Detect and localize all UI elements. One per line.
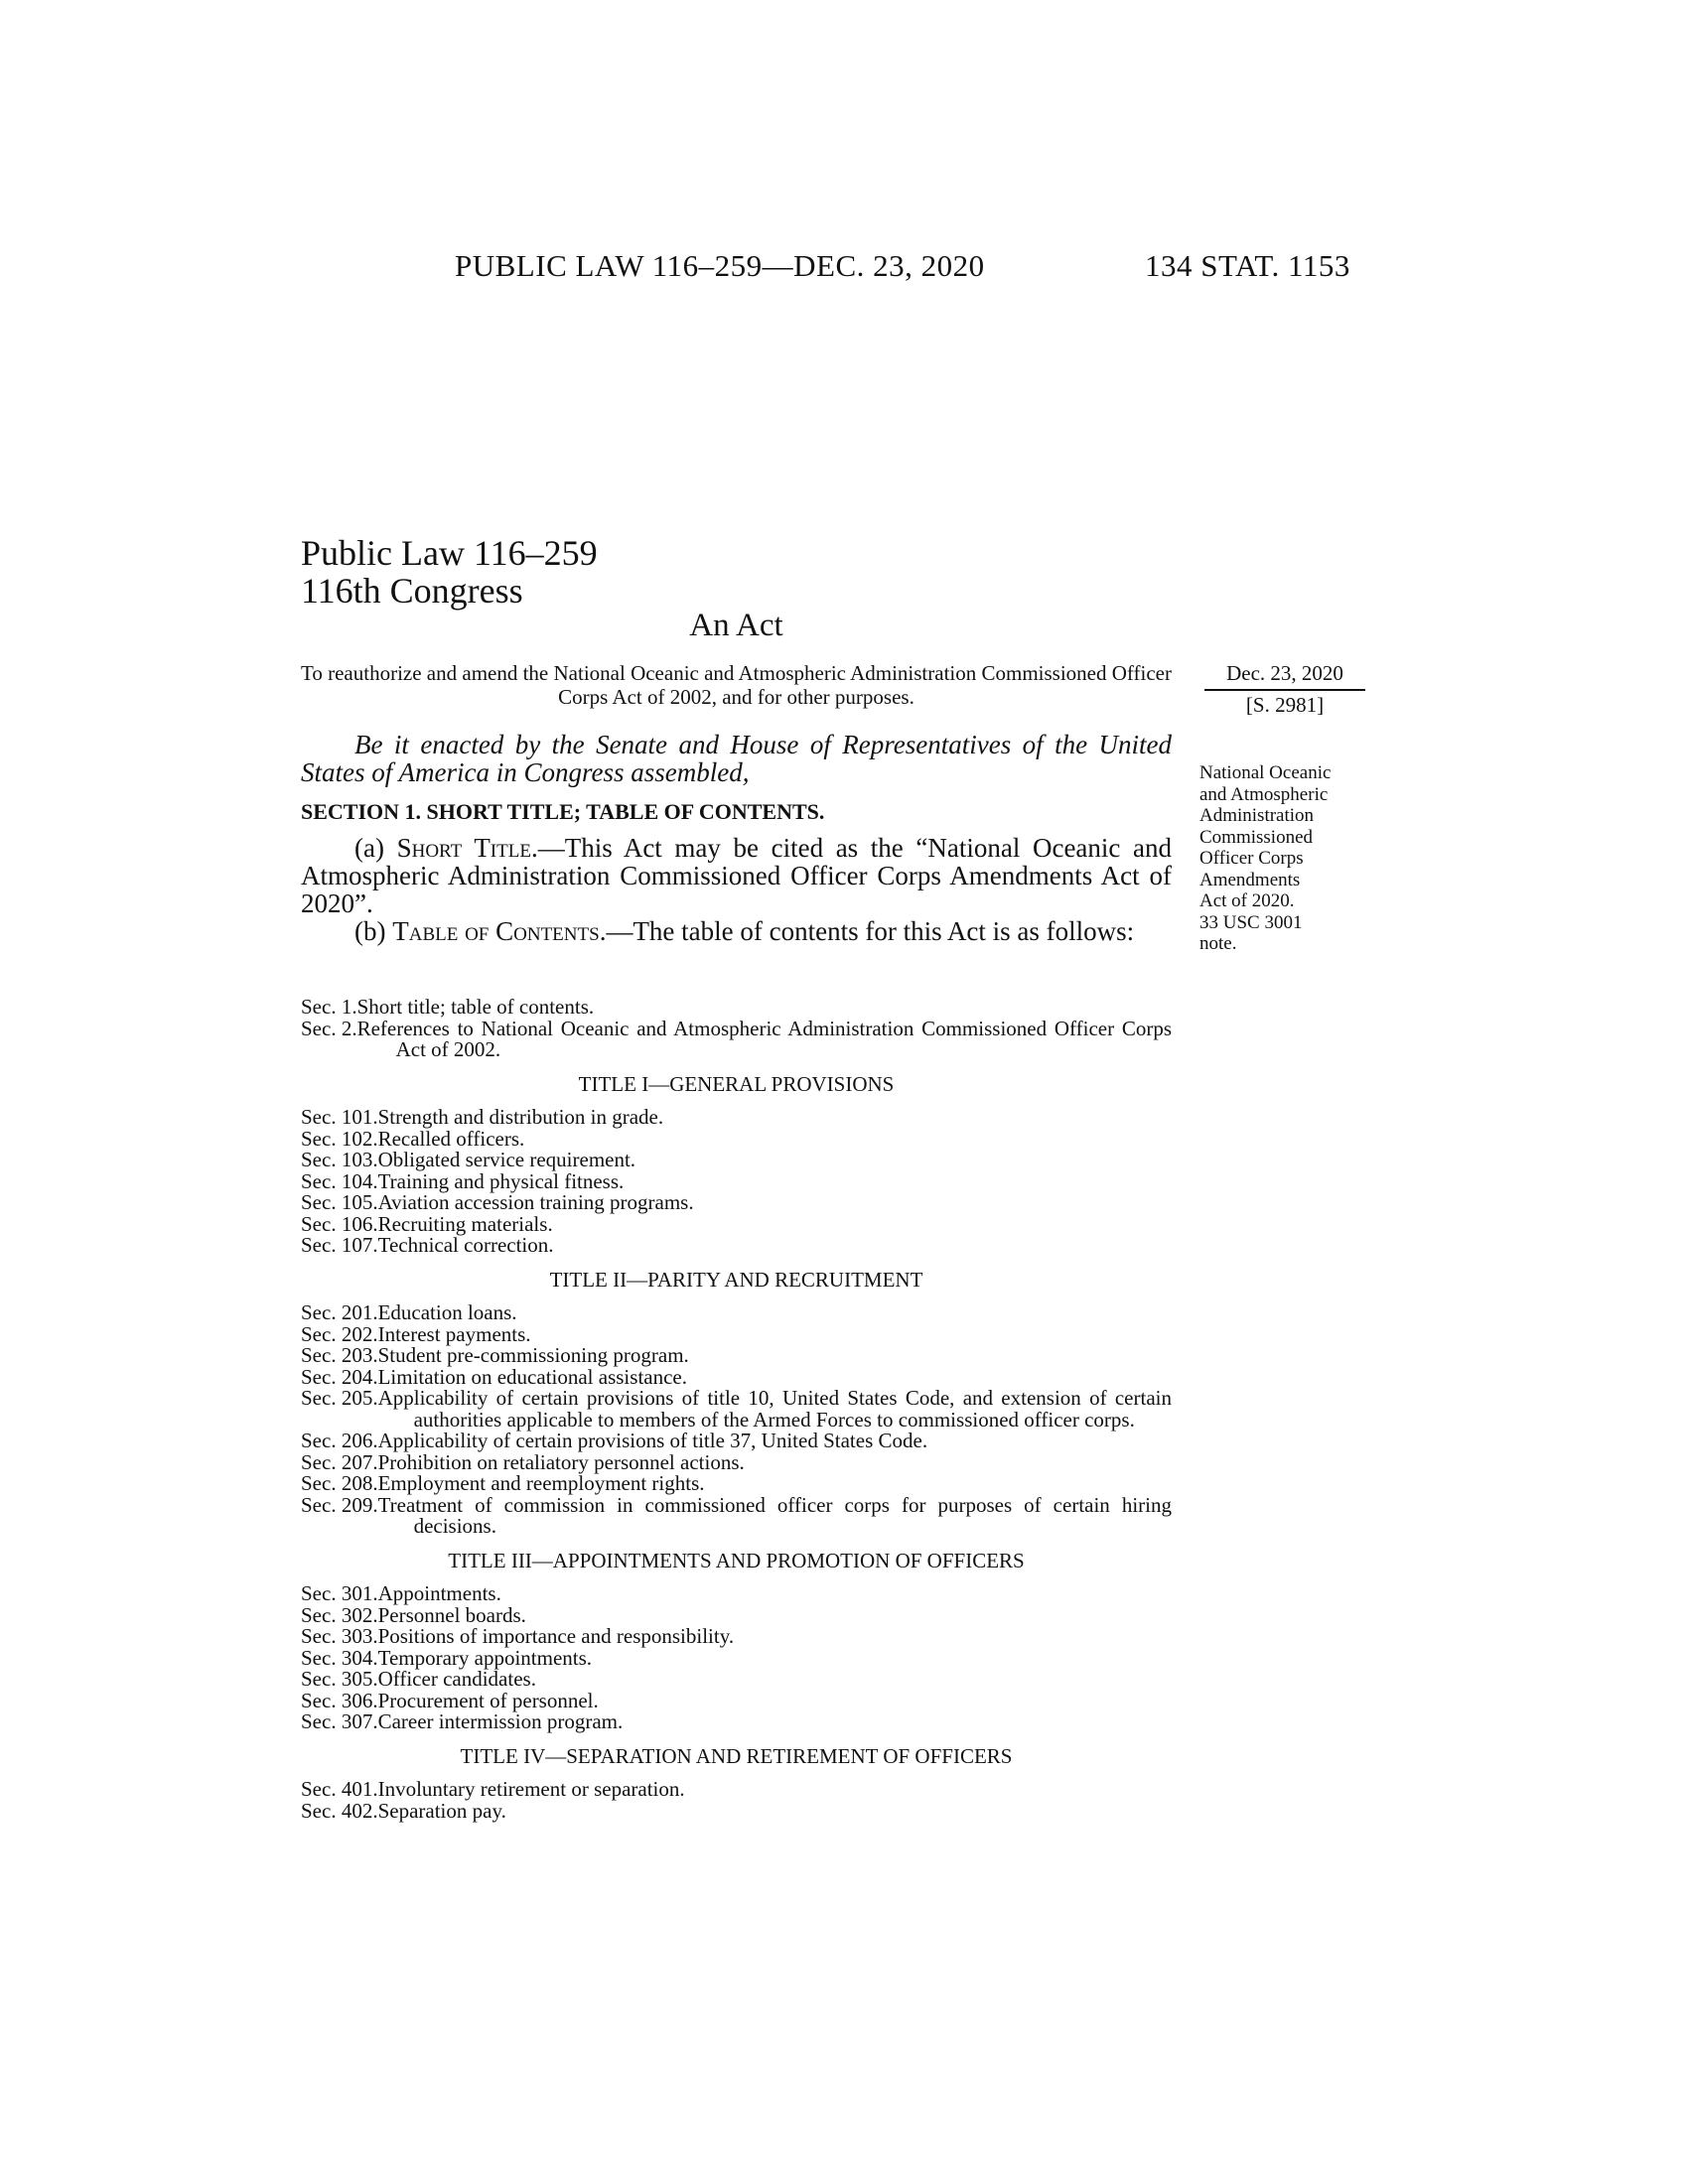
section-number: Sec. 208. (301, 1471, 378, 1495)
purpose-clause: To reauthorize and amend the National Oceanic and Atmospheric Administration Commissioned Officer Corps Act of 2002, and for other purposes. (301, 661, 1172, 709)
section-number: Sec. 101. (301, 1105, 378, 1129)
section-title: Applicability of certain provisions of title 37, United States Code. (377, 1429, 928, 1452)
toc-entry (301, 1016, 1172, 1061)
section-title: Treatment of commission in commissioned officer corps for purposes of certain hiring decisions. (377, 1492, 1172, 1538)
section-number: Sec. 202. (301, 1321, 378, 1346)
toc-entry (301, 1711, 1172, 1733)
margin-note (1199, 762, 1368, 955)
toc-entry (301, 1645, 1172, 1670)
section-title: Positions of importance and responsibility. (377, 1624, 735, 1648)
section-heading: SECTION 1. SHORT TITLE; TABLE OF CONTENTS. (301, 799, 825, 824)
section-title: Short title; table of contents. (356, 995, 595, 1019)
toc-entry (301, 1364, 1172, 1389)
section-title: Recruiting materials. (377, 1211, 553, 1236)
subsection-label: (b) (354, 916, 393, 946)
toc-entry (301, 1126, 1172, 1151)
section-number: Sec. 207. (301, 1449, 378, 1474)
toc-entry (301, 1345, 1172, 1367)
margin-note-line: and Atmospheric (1199, 783, 1329, 805)
margin-note-line: note. (1199, 933, 1237, 954)
section-title: Aviation accession training programs. (377, 1190, 694, 1214)
running-header-left: PUBLIC LAW 116–259—DEC. 23, 2020 (455, 248, 985, 283)
toc-entry (301, 1235, 1172, 1257)
section-title: Procurement of personnel. (377, 1688, 599, 1712)
section-number: Sec. 302. (301, 1602, 378, 1627)
section-title: Employment and reemployment rights. (377, 1471, 705, 1495)
section-number: Sec. 304. (301, 1645, 378, 1670)
table-of-contents (301, 997, 1172, 1822)
enactment-date: Dec. 23, 2020 (1226, 661, 1343, 685)
section-title: Involuntary retirement or separation. (377, 1777, 685, 1801)
section-number: Sec. 401. (301, 1777, 378, 1801)
subsection-text: .—This Act may be cited as the “National Oceanic and Atmospheric Administration Commissioned Officer Corps Amendments Act of 2020”. (301, 833, 1172, 918)
toc-entry (301, 1669, 1172, 1691)
margin-note-line: National Oceanic (1199, 762, 1332, 783)
section-number: Sec. 104. (301, 1168, 378, 1193)
toc-entry (301, 1492, 1172, 1538)
congress: 116th Congress (301, 571, 523, 611)
section-title: Appointments. (377, 1581, 501, 1605)
subsection-b (301, 917, 1172, 945)
section-title: Training and physical fitness. (377, 1168, 625, 1193)
section-number: Sec. 204. (301, 1364, 378, 1389)
subsection-label: (a) (354, 833, 397, 863)
divider (1204, 689, 1365, 691)
toc-entry (301, 1688, 1172, 1712)
section-title: Career intermission program. (377, 1709, 624, 1733)
subsection-heading: Short Title (396, 833, 531, 863)
section-number: Sec. 205. (301, 1386, 378, 1410)
toc-entry (301, 997, 1172, 1019)
toc-entry (301, 1321, 1172, 1346)
section-title: Prohibition on retaliatory personnel actions. (377, 1449, 745, 1474)
section-title: References to National Oceanic and Atmospheric Administration Commissioned Officer Corps Act of 2002. (356, 1016, 1172, 1061)
section-number: Sec. 102. (301, 1126, 378, 1151)
section-number: Sec. 1. (301, 995, 357, 1019)
toc-entry (301, 1302, 1172, 1324)
margin-note-line: Administration (1199, 805, 1315, 826)
section-title: Personnel boards. (377, 1602, 526, 1627)
main-text (301, 731, 1172, 945)
law-number: Public Law 116–259 (301, 533, 598, 573)
toc-title-heading: TITLE III—APPOINTMENTS AND PROMOTION OF OFFICERS (448, 1548, 1025, 1572)
section-number: Sec. 301. (301, 1581, 378, 1605)
toc-title-heading: TITLE IV—SEPARATION AND RETIREMENT OF OFFICERS (460, 1743, 1013, 1768)
toc-title-heading: TITLE I—GENERAL PROVISIONS (578, 1071, 895, 1096)
section-title: Education loans. (377, 1300, 517, 1324)
section-title: Strength and distribution in grade. (377, 1105, 664, 1129)
margin-note-line: 33 USC 3001 (1199, 911, 1303, 933)
section-number: Sec. 105. (301, 1190, 378, 1214)
section-title: Interest payments. (377, 1321, 531, 1346)
section-number: Sec. 305. (301, 1667, 378, 1691)
law-citation (301, 534, 598, 610)
toc-entry (301, 1150, 1172, 1171)
toc-entry (301, 1583, 1172, 1605)
section-title: Obligated service requirement. (377, 1148, 636, 1171)
bill-number: [S. 2981] (1245, 693, 1325, 717)
page-number: 134 STAT. 1153 (1145, 248, 1350, 283)
toc-entry (301, 1626, 1172, 1648)
section-number: Sec. 306. (301, 1688, 378, 1712)
toc-entry (301, 1449, 1172, 1474)
section-number: Sec. 106. (301, 1211, 378, 1236)
section-title: Student pre-commissioning program. (377, 1343, 689, 1367)
toc-entry (301, 1602, 1172, 1627)
toc-entry (301, 1107, 1172, 1129)
enacting-clause: Be it enacted by the Senate and House of Representatives of the United States of America in Congress assembled, (301, 730, 1172, 787)
section-number: Sec. 2. (301, 1016, 357, 1040)
subsection-heading: Table of Contents (392, 916, 600, 946)
margin-note-line: Commissioned (1199, 826, 1314, 848)
section-title: Technical correction. (377, 1233, 554, 1257)
margin-note-line: Act of 2020. (1199, 890, 1295, 911)
toc-entry (301, 1192, 1172, 1214)
toc-entry (301, 1431, 1172, 1452)
section-number: Sec. 201. (301, 1300, 378, 1324)
toc-entry (301, 1798, 1172, 1823)
act-heading: An Act (689, 608, 783, 643)
toc-entry (301, 1211, 1172, 1236)
section-number: Sec. 107. (301, 1233, 378, 1257)
toc-title-heading: TITLE II—PARITY AND RECRUITMENT (549, 1267, 923, 1292)
section-number: Sec. 209. (301, 1492, 378, 1517)
section-number: Sec. 402. (301, 1798, 378, 1823)
section-number: Sec. 203. (301, 1343, 378, 1367)
toc-entry (301, 1779, 1172, 1801)
subsection-a (301, 834, 1172, 917)
margin-note-line: Amendments (1199, 869, 1301, 890)
toc-entry (301, 1388, 1172, 1431)
subsection-text: .—The table of contents for this Act is as follows: (599, 916, 1135, 946)
section-title: Officer candidates. (377, 1667, 536, 1691)
section-number: Sec. 103. (301, 1148, 378, 1171)
margin-note-line: Officer Corps (1199, 848, 1304, 869)
section-title: Applicability of certain provisions of title 10, United States Code, and extension of certain authorities applicable to members of the Armed Forces to commissioned officer corps. (377, 1386, 1172, 1432)
section-title: Temporary appointments. (377, 1645, 593, 1670)
section-number: Sec. 307. (301, 1709, 378, 1733)
section-number: Sec. 303. (301, 1624, 378, 1648)
section-number: Sec. 206. (301, 1429, 378, 1452)
section-title: Separation pay. (377, 1798, 506, 1823)
toc-entry (301, 1473, 1172, 1495)
section-title: Limitation on educational assistance. (377, 1364, 687, 1389)
toc-entry (301, 1168, 1172, 1193)
section-title: Recalled officers. (377, 1126, 525, 1151)
